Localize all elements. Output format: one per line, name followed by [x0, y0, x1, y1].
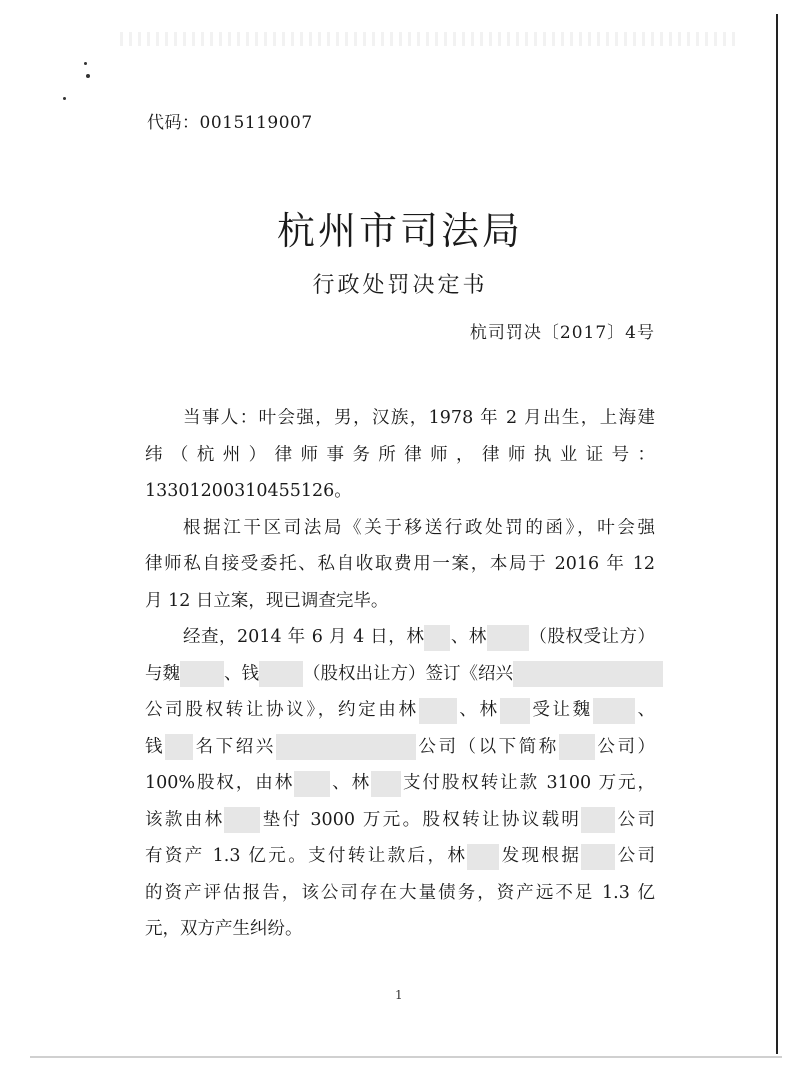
text-fragment: 与魏 [145, 663, 180, 684]
page-number: 1 [395, 988, 403, 1002]
text-fragment: 名下绍兴 [193, 736, 276, 757]
redaction-block [294, 771, 330, 797]
paragraph-line: 13301200310455126。 [145, 481, 352, 501]
paragraph-line [145, 838, 655, 875]
text-fragment: 、林 [330, 773, 372, 793]
paragraph-line: 元，双方产生纠纷。 [145, 919, 303, 939]
text-fragment: （股权出让方）签订《绍兴 [303, 663, 513, 684]
redaction-block [467, 844, 499, 870]
text-fragment: 受让魏 [529, 700, 593, 720]
text-fragment: （股权受让方） [528, 627, 656, 647]
text-fragment: 、 [634, 700, 656, 720]
text-fragment: 垫付 3000 万元。股权转让协议载明 [260, 809, 582, 830]
scan-speck [86, 74, 90, 78]
paragraph-line [145, 619, 655, 656]
text-fragment: 公司股权转让协议》，约定由林 [145, 700, 419, 720]
text-fragment: 有资产 1.3 亿元。支付转让款后，林 [145, 846, 468, 866]
redaction-block [487, 625, 529, 651]
scan-edge-right [776, 14, 778, 1054]
text-fragment: 公司 [615, 846, 656, 866]
redaction-block [593, 698, 635, 724]
redaction-block [500, 698, 530, 724]
redaction-block [581, 807, 615, 833]
text-fragment: 、钱 [224, 663, 259, 684]
document-number: 杭司罚决〔2017〕4号 [469, 323, 655, 343]
paragraph-line [145, 729, 655, 766]
paragraph-line: 律师私自接受委托、私自收取费用一案，本局于 2016 年 12 [145, 554, 655, 574]
paragraph-line: 当事人：叶会强，男，汉族，1978 年 2 月出生，上海建 [183, 408, 655, 428]
text-fragment: 发现根据 [499, 846, 582, 866]
document-body [145, 400, 655, 948]
redaction-block [424, 625, 450, 651]
redaction-block [559, 734, 595, 760]
text-fragment: 公司） [594, 736, 656, 757]
redaction-block [180, 661, 224, 687]
document-title: 杭州市司法局 [276, 209, 523, 253]
redaction-block [276, 734, 416, 760]
document-subtitle: 行政处罚决定书 [312, 273, 488, 298]
text-fragment: 、林 [456, 700, 500, 720]
redaction-block [581, 844, 615, 870]
redaction-block [165, 734, 193, 760]
paragraph-line [145, 765, 655, 802]
text-fragment: 公司（以下简称 [415, 736, 559, 757]
paragraph-line [145, 802, 655, 839]
scan-edge-bottom [30, 1056, 782, 1058]
text-fragment: 经查，2014 年 6 月 4 日，林 [183, 627, 425, 647]
text-fragment: 公司 [615, 809, 656, 830]
paragraph-line: 纬（杭州）律师事务所律师，律师执业证号： [145, 444, 655, 465]
paragraph-line [145, 692, 655, 729]
paragraph-line: 月 12 日立案，现已调查完毕。 [145, 590, 389, 611]
paragraph-line: 的资产评估报告，该公司存在大量债务，资产远不足 1.3 亿 [145, 882, 655, 903]
text-fragment: 支付股权转让款 3100 万元， [401, 773, 655, 793]
scan-speck [84, 62, 87, 65]
redaction-block [224, 807, 260, 833]
text-fragment: 该款由林 [145, 809, 225, 830]
paragraph-line: 根据江干区司法局《关于移送行政处罚的函》，叶会强 [183, 517, 655, 538]
scan-speck [63, 97, 66, 100]
text-fragment: 、林 [450, 627, 487, 647]
redaction-block [371, 771, 401, 797]
text-fragment: 钱 [145, 736, 166, 757]
scan-noise [120, 32, 740, 46]
paragraph-line [145, 656, 655, 693]
redaction-block [513, 661, 663, 687]
document-code: 代码：0015119007 [147, 113, 313, 133]
redaction-block [259, 661, 303, 687]
redaction-block [419, 698, 457, 724]
text-fragment: 100%股权，由林 [145, 773, 295, 793]
